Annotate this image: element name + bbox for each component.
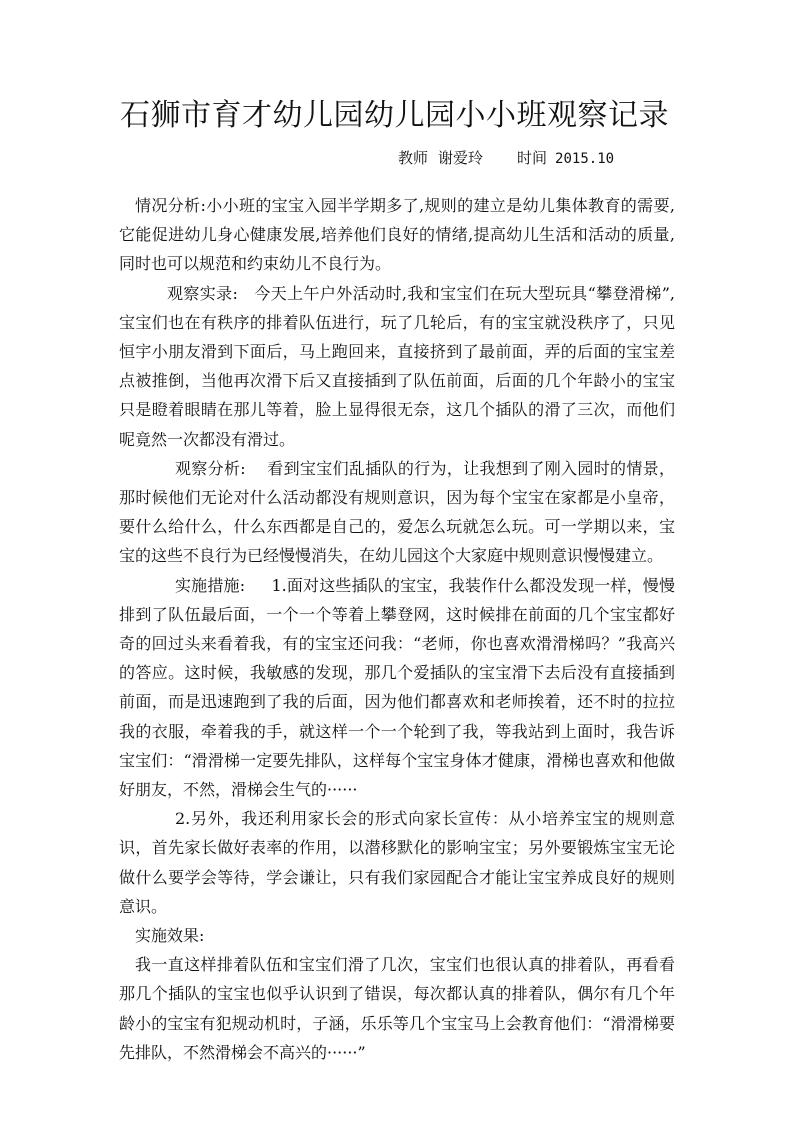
document-body <box>119 191 675 1067</box>
observation-paragraph <box>119 279 675 454</box>
effect-text: 我一直这样排着队伍和宝宝们滑了几次，宝宝们也很认真的排着队，再看看那几个插队的宝宝也似乎认识到了错误，每次都认真的排着队，偶尔有几个年龄小的宝宝有犯规动机时，子涵，乐乐等几个宝宝马上会教育他们：“滑滑梯要先排队，不然滑梯会不高兴的······” <box>119 955 675 1062</box>
byline <box>398 147 614 170</box>
page-title: 石狮市育才幼儿园幼儿园小小班观察记录 <box>120 98 669 133</box>
situation-label: 情况分析: <box>135 196 206 215</box>
measures-item-2: 2.另外，我还利用家长会的形式向家长宣传：从小培养宝宝的规则意识，首先家长做好表率的作用，以潜移默化的影响宝宝；另外要锻炼宝宝无论做什么要学会等待，学会谦让，只有我们家园配合才能让宝宝养成良好的规则意识。 <box>119 809 675 916</box>
analysis-label: 观察分析: <box>175 458 246 478</box>
effect-heading <box>119 921 675 950</box>
situation-text: 小小班的宝宝入园半学期多了,规则的建立是幼儿集体教育的需要,它能促进幼儿身心健康发展,培养他们良好的情绪,提高幼儿生活和活动的质量,同时也可以规范和约束幼儿不良行为。 <box>119 196 675 274</box>
measures-item-2-paragraph <box>119 804 675 921</box>
measures-item-1: 1.面对这些插队的宝宝，我装作什么都没发现一样，慢慢排到了队伍最后面，一个一个等着上攀登网，这时候排在前面的几个宝宝都好奇的回过头来看着我，有的宝宝还问我：“老师，你也喜欢滑滑梯吗？”我高兴的答应。这时候，我敏感的发现，那几个爱插队的宝宝滑下去后没有直接插到前面，而是迅速跑到了我的后面，因为他们都喜欢和老师挨着，还不时的拉拉我的衣服，牵着我的手，就这样一个一个轮到了我，等我站到上面时，我告诉宝宝们：“滑滑梯一定要先排队，这样每个宝宝身体才健康，滑梯也喜欢和他做好朋友，不然，滑梯会生气的······ <box>119 575 675 800</box>
effect-label: 实施效果: <box>135 926 205 946</box>
observation-text: 今天上午户外活动时,我和宝宝们在玩大型玩具“攀登滑梯”,宝宝们也在有秩序的排着队伍进行，玩了几轮后，有的宝宝就没秩序了，只见恒宇小朋友滑到下面后，马上跑回来，直接挤到了最前面，弄的后面的宝宝差点被推倒，当他再次滑下后又直接插到了队伍前面，后面的几个年龄小的宝宝只是瞪着眼睛在那儿等着，脸上显得很无奈，这几个插队的滑了三次，而他们呢竟然一次都没有滑过。 <box>119 283 675 449</box>
time-label: 时间 <box>517 149 548 167</box>
measures-paragraph <box>119 571 675 805</box>
teacher-label: 教师 <box>398 149 429 167</box>
measures-label: 实施措施: <box>175 575 246 595</box>
situation-paragraph <box>119 191 675 279</box>
analysis-paragraph <box>119 454 675 571</box>
effect-paragraph <box>119 950 675 1067</box>
teacher-name: 谢爱玲 <box>438 149 484 167</box>
time-value: 2015.10 <box>555 151 615 167</box>
analysis-text: 看到宝宝们乱插队的行为，让我想到了刚入园时的情景，那时候他们无论对什么活动都没有规则意识，因为每个宝宝在家都是小皇帝，要什么给什么，什么东西都是自己的，爱怎么玩就怎么玩。可一学期以来，宝宝的这些不良行为已经慢慢消失，在幼儿园这个大家庭中规则意识慢慢建立。 <box>119 458 675 566</box>
observation-label: 观察实录: <box>167 283 238 303</box>
